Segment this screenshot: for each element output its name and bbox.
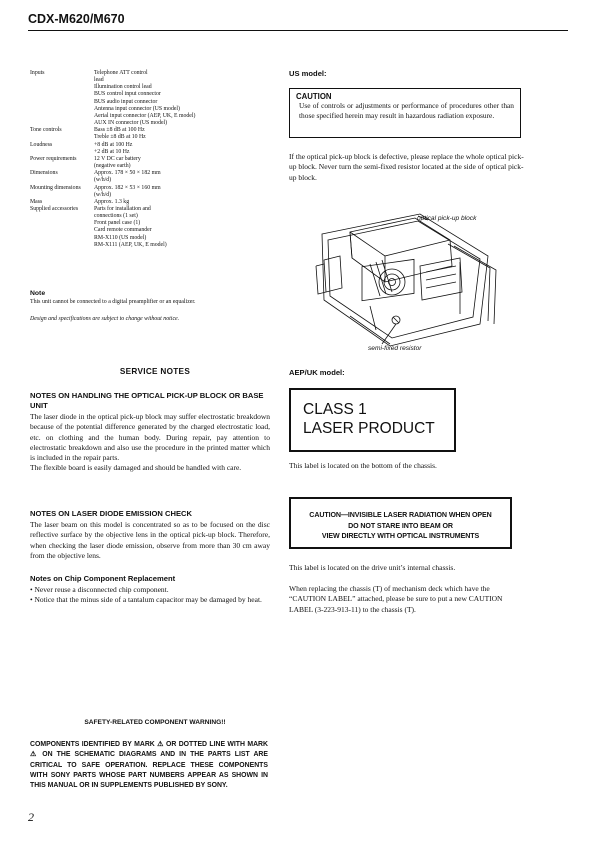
spec-value: Illumination control lead bbox=[94, 84, 152, 91]
spec-value: +8 dB at 100 Hz bbox=[94, 141, 133, 148]
pickup-block-label: optical pick-up block bbox=[417, 215, 477, 222]
spec-value: 12 V DC car battery bbox=[94, 155, 141, 162]
invisible-radiation-label bbox=[289, 497, 512, 549]
caution-title: CAUTION bbox=[296, 92, 332, 101]
class-label-location: This label is located on the bottom of the chassis. bbox=[289, 461, 437, 470]
optical-pickup-text bbox=[30, 412, 270, 474]
spec-values bbox=[94, 185, 280, 199]
caution-text: Use of controls or adjustments or performance of procedures other than those specified herein may result in hazardous radiation exposure. bbox=[299, 101, 514, 120]
spec-label: Mass bbox=[30, 198, 43, 205]
spec-value: connections (1 set) bbox=[94, 213, 138, 220]
us-model-heading: US model: bbox=[289, 69, 327, 78]
header-rule bbox=[28, 30, 568, 31]
chip-component-list bbox=[30, 585, 270, 606]
list-item: • Never reuse a disconnected chip component. bbox=[30, 585, 169, 594]
spec-label: Inputs bbox=[30, 70, 45, 76]
semi-fixed-resistor-label: semi-fixed resistor bbox=[368, 345, 422, 352]
class-line-2: LASER PRODUCT bbox=[303, 420, 435, 437]
spec-value: Parts for installation and bbox=[94, 205, 151, 212]
spec-row bbox=[30, 127, 280, 141]
optical-pickup-heading: NOTES ON HANDLING THE OPTICAL PICK-UP BLOCK OR BASE UNIT bbox=[30, 391, 264, 410]
spec-label: Mounting dimensions bbox=[30, 184, 81, 191]
spec-value: Treble ±8 dB at 10 Hz bbox=[94, 134, 146, 141]
pickup-replacement-text: If the optical pick-up block is defective, please replace the whole optical pick-up block. Never turn the semi-fixed resistor located at the side of optical pick-up block. bbox=[289, 152, 524, 182]
spec-value: (w/h/d) bbox=[94, 177, 112, 184]
spec-label: Dimensions bbox=[30, 170, 58, 177]
radiation-line-3: VIEW DIRECTLY WITH OPTICAL INSTRUMENTS bbox=[321, 532, 480, 540]
service-notes-title: SERVICE NOTES bbox=[119, 367, 191, 376]
safety-warning-heading: SAFETY-RELATED COMPONENT WARNING!! bbox=[84, 719, 226, 726]
laser-emission-text: The laser beam on this model is concentrated so as to be focused on the disc reflective surface by the objective lens in the optical pick-up block. Therefore, when checking the laser diode emission, observe from more than 30 cm away from the objective lens. bbox=[30, 520, 270, 560]
class-line-1: CLASS 1 bbox=[303, 401, 367, 418]
spec-values bbox=[94, 199, 280, 206]
spec-value: +2 dB at 10 Hz bbox=[94, 148, 130, 155]
laser-emission-heading: NOTES ON LASER DIODE EMISSION CHECK bbox=[30, 509, 193, 518]
spec-values bbox=[94, 170, 280, 184]
design-notice: Design and specifications are subject to change without notice. bbox=[30, 316, 180, 322]
chassis-replacement-note: When replacing the chassis (T) of mechanism deck which have the “CAUTION LABEL” attached, please be sure to put a new CAUTION LABEL (3-223-913-11) to the chassis (T). bbox=[289, 584, 503, 614]
spec-value: RM-X111 (AEP, UK, E model) bbox=[94, 241, 167, 248]
radiation-line-2: DO NOT STARE INTO BEAM OR bbox=[348, 521, 453, 530]
spec-label: Power requirements bbox=[30, 155, 77, 162]
spec-value: Approx. 182 × 53 × 160 mm bbox=[94, 184, 161, 191]
optical-paragraph-1: The laser diode in the optical pick-up block may suffer electrostatic breakdown because of the potential difference generated by the charged electrostatic load, etc. on clothing and the human body. During repair, pay attention to electrostatic breakdown and also use the procedure in the printed matter which is included in the repair parts. bbox=[30, 412, 270, 463]
note-heading: Note bbox=[30, 290, 46, 297]
page-title: CDX-M620/M670 bbox=[28, 12, 125, 26]
spec-values bbox=[94, 206, 280, 249]
spec-label: Loudness bbox=[30, 141, 53, 148]
spec-value: Telephone ATT control bbox=[94, 70, 148, 76]
spec-value: Card remote commander bbox=[94, 227, 152, 234]
spec-values bbox=[94, 70, 280, 127]
spec-value: Front panel case (1) bbox=[94, 220, 141, 227]
safety-warning-text: COMPONENTS IDENTIFIED BY MARK ⚠ OR DOTTED LINE WITH MARK ⚠ ON THE SCHEMATIC DIAGRAMS AND IN THE PARTS LIST ARE CRITICAL TO SAFE OPERATION. REPLACE THESE COMPONENTS WITH SONY PARTS WHOSE PART NUMBERS APPEAR AS SHOWN IN THIS MANUAL OR IN SUPPLEMENTS PUBLISHED BY SONY. bbox=[30, 741, 268, 790]
optical-paragraph-2: The flexible board is easily damaged and should be handled with care. bbox=[30, 463, 242, 473]
spec-label: Supplied accessories bbox=[30, 205, 79, 212]
spec-row bbox=[30, 156, 280, 170]
page-number: 2 bbox=[28, 810, 34, 824]
spec-value: Approx. 178 × 50 × 182 mm bbox=[94, 170, 161, 177]
spec-value: BUS audio input connector bbox=[94, 98, 158, 105]
spec-value: Bass ±8 dB at 100 Hz bbox=[94, 127, 145, 134]
spec-value: lead bbox=[94, 77, 104, 84]
spec-value: Antenna input connector (US model) bbox=[94, 105, 180, 112]
spec-value: AUX IN connector (US model) bbox=[94, 120, 168, 127]
spec-value: BUS control input connector bbox=[94, 91, 161, 98]
spec-row bbox=[30, 185, 280, 199]
specifications-table bbox=[30, 70, 280, 249]
drive-label-location: This label is located on the drive unit’s internal chassis. bbox=[289, 563, 456, 572]
note-text: This unit cannot be connected to a digital preamplifier or an equalizer. bbox=[30, 299, 196, 305]
spec-row bbox=[30, 199, 280, 206]
spec-values bbox=[94, 156, 280, 170]
radiation-line-1: CAUTION—INVISIBLE LASER RADIATION WHEN OPEN bbox=[309, 511, 492, 519]
spec-row bbox=[30, 142, 280, 156]
list-item: • Notice that the minus side of a tantalum capacitor may be damaged by heat. bbox=[30, 595, 262, 605]
spec-row bbox=[30, 170, 280, 184]
aep-uk-model-heading: AEP/UK model: bbox=[289, 368, 345, 377]
spec-value: (negative earth) bbox=[94, 163, 131, 170]
spec-value: Approx. 1.3 kg bbox=[94, 198, 130, 205]
spec-value: Aerial input connector (AEP, UK, E model) bbox=[94, 112, 196, 119]
us-caution-box bbox=[289, 88, 521, 138]
spec-value: RM-X110 (US model) bbox=[94, 234, 147, 241]
class1-laser-label bbox=[289, 388, 456, 452]
spec-value: (w/h/d) bbox=[94, 191, 112, 198]
spec-row bbox=[30, 206, 280, 249]
spec-values bbox=[94, 127, 280, 141]
spec-values bbox=[94, 142, 280, 156]
chip-component-heading: Notes on Chip Component Replacement bbox=[30, 574, 176, 583]
spec-label: Tone controls bbox=[30, 127, 62, 134]
spec-row bbox=[30, 70, 280, 127]
